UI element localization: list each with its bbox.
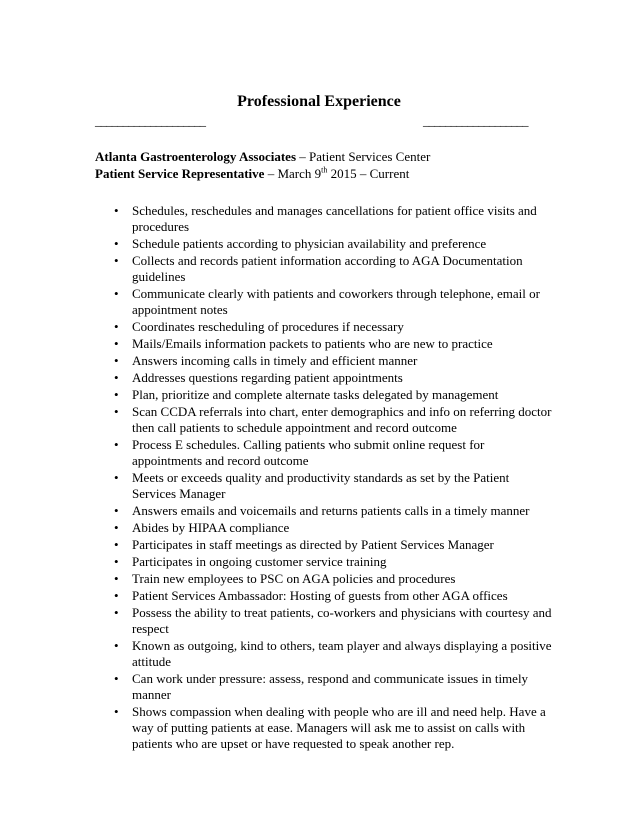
employer-separator: – xyxy=(296,149,309,164)
list-item: • Scan CCDA referrals into chart, enter demographics and info on referring doctor then call patients to schedule appointment and record outcome xyxy=(95,404,555,436)
employer-name: Atlanta Gastroenterology Associates xyxy=(95,149,296,164)
section-title: Professional Experience xyxy=(237,93,401,110)
list-item: • Known as outgoing, kind to others, team player and always displaying a positive attitude xyxy=(95,638,555,670)
date-prefix: – March 9 xyxy=(264,165,322,181)
job-header xyxy=(95,149,430,182)
list-item: • Answers incoming calls in timely and efficient manner xyxy=(95,353,555,369)
list-item: • Mails/Emails information packets to patients who are new to practice xyxy=(95,336,555,352)
duties-list xyxy=(95,203,555,753)
list-item: • Schedule patients according to physician availability and preference xyxy=(95,236,555,252)
list-item: • Train new employees to PSC on AGA policies and procedures xyxy=(95,571,555,587)
list-item: • Schedules, reschedules and manages cancellations for patient office visits and procedures xyxy=(95,203,555,235)
list-item: • Addresses questions regarding patient appointments xyxy=(95,370,555,386)
list-item: • Participates in staff meetings as directed by Patient Services Manager xyxy=(95,537,555,553)
employer-location: Patient Services Center xyxy=(309,149,431,164)
list-item: • Collects and records patient information according to AGA Documentation guidelines xyxy=(95,253,555,285)
left-rule: ____________________ xyxy=(95,113,205,128)
list-item: • Possess the ability to treat patients, co-workers and physicians with courtesy and respect xyxy=(95,605,555,637)
employer-line xyxy=(95,149,430,166)
date-superscript: th xyxy=(321,165,328,175)
list-item: • Plan, prioritize and complete alternate tasks delegated by management xyxy=(95,387,555,403)
list-item: • Shows compassion when dealing with people who are ill and need help. Have a way of putting patients at ease. Managers will ask me to assist on calls with patients who are upset or have requested to speak another rep. xyxy=(95,704,555,752)
list-item: • Answers emails and voicemails and returns patients calls in a timely manner xyxy=(95,503,555,519)
position-title: Patient Service Representative xyxy=(95,165,265,181)
list-item: • Can work under pressure: assess, respond and communicate issues in timely manner xyxy=(95,671,555,703)
right-rule: ___________________ xyxy=(423,113,528,128)
list-item: • Coordinates rescheduling of procedures if necessary xyxy=(95,319,555,335)
list-item: • Meets or exceeds quality and productivity standards as set by the Patient Services Manager xyxy=(95,470,555,502)
list-item: • Process E schedules. Calling patients who submit online request for appointments and record outcome xyxy=(95,437,555,469)
list-item: • Patient Services Ambassador: Hosting of guests from other AGA offices xyxy=(95,588,555,604)
list-item: • Participates in ongoing customer service training xyxy=(95,554,555,570)
list-item: • Abides by HIPAA compliance xyxy=(95,520,555,536)
position-line xyxy=(95,166,430,183)
date-suffix: 2015 – Current xyxy=(327,165,410,181)
list-item: • Communicate clearly with patients and coworkers through telephone, email or appointment notes xyxy=(95,286,555,318)
